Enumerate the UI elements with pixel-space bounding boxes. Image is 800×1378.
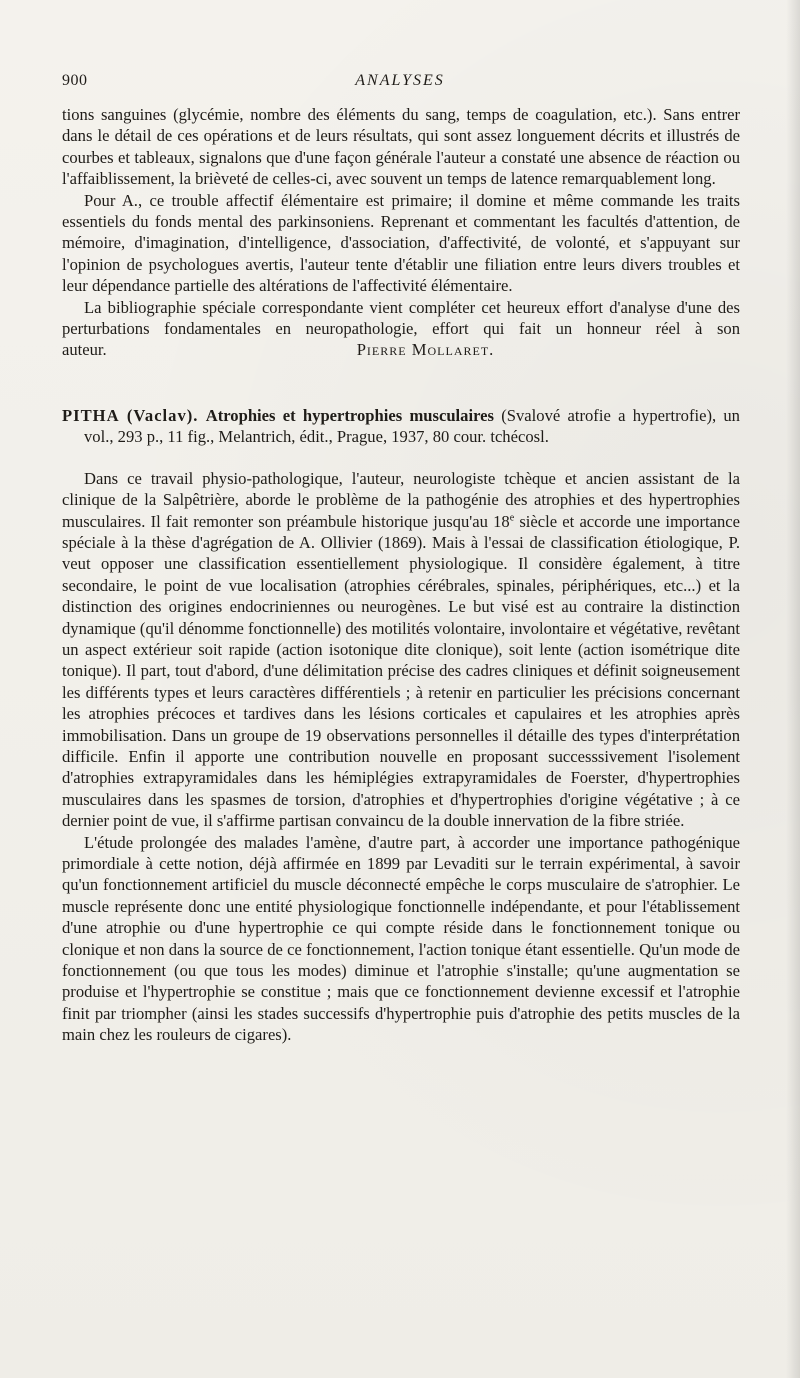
review-2-title: Atrophies et hypertrophies musculaires <box>205 405 494 425</box>
review-2-author: PITHA (Vaclav). <box>62 405 199 425</box>
review-1-paragraph-1: tions sanguines (glycémie, nombre des éléments du sang, temps de coagulation, etc.). Sans entrer dans le détail de ces opérations et de leurs résultats, qui sont assez longuement décrits et illustrés de courbes et tableaux, signalons que d'une façon générale l'auteur a constaté une absence de réaction ou l'affaiblissement, la brièveté de celles-ci, avec souvent un temps de latence remarquablement long. <box>62 105 740 189</box>
review-2-paragraph-1 <box>62 468 740 832</box>
review-2-heading <box>62 405 740 448</box>
century-superscript: e <box>509 511 515 523</box>
heading-spacer <box>62 448 740 468</box>
reviewer-signature: Pierre Mollaret. <box>356 340 495 360</box>
page-edge-shadow <box>786 0 800 1378</box>
page-number: 900 <box>62 72 88 89</box>
body-text <box>62 104 740 1046</box>
review-1-paragraph-2: Pour A., ce trouble affectif élémentaire est primaire; il domine et même commande les traits essentiels du fonds mental des parkinsoniens. Reprenant et commentant les facultés d'attention, de mémoire, d'imagination, d'intelligence, d'association, d'affectivité, de volonté, et s'appuyant sur l'opinion de psychologues avertis, l'auteur tente d'établir une filiation entre leurs divers troubles et leur dépendance partielle des altérations de l'affectivité élémentaire. <box>62 190 740 296</box>
review-1-paragraph-3 <box>62 297 740 361</box>
section-spacer <box>62 361 740 405</box>
review-2-paragraph-1-part-a: Dans ce travail physio-pathologique, l'auteur, neurologiste tchèque et ancien assistant de la clinique de la Salpêtrière, aborde le problème de la pathogénie des atrophies et des hypertrophies musculaires. Il fait remonter son préambule historique jusqu'au 18 <box>62 468 740 531</box>
page-header <box>62 72 738 96</box>
review-2-citation: (Svalové atrofie a hypertrofie), un vol., 293 p., 11 fig., Melantrich, édit., Prague, 1937, 80 cour. tchécosl. <box>84 405 740 447</box>
review-2-paragraph-1-part-b: siècle et accorde une importance spéciale à la thèse d'agrégation de A. Ollivier (1869). Mais à l'essai de classification étiologique, P. veut opposer une classification essentiellement physiologique. Il considère également, à titre secondaire, le point de vue localisation (atrophies cérébrales, spinales, périphériques, etc...) et la distinction des origines endocriniennes ou neurogènes. Le but visé est au contraire la distinction dynamique (qu'il dénomme fonctionnelle) des motilités volontaire, involontaire et végétative, revêtant un aspect extérieur soit rapide (action isotonique dite clonique), soit lente (action isométrique dite tonique). Il part, tout d'abord, d'une délimitation précise des cadres cliniques et définit soigneusement les différents types et leurs caractères différentiels ; à retenir en particulier les précisions concernant les atrophies précoces et tardives dans les lésions corticales et capulaires et les atrophies après immobilisation. Dans un groupe de 19 observations personnelles il détaille des types d'interprétation difficile. Enfin il apporte une contribution nouvelle en proposant successsivement l'isolement d'atrophies extrapyramidales dans les hémiplégies extrapyramidales de Foerster, d'hypertrophies musculaires dans les spasmes de torsion, d'atrophies et d'hypertrophies d'origine végétative ; à ce dernier point de vue, il s'affirme partisan convaincu de la double innervation de la fibre striée. <box>62 511 740 831</box>
review-2-paragraph-2: L'étude prolongée des malades l'amène, d'autre part, à accorder une importance pathogénique primordiale à cette notion, déjà affirmée en 1899 par Levaditi sur le terrain expérimental, à savoir qu'un fonctionnement artificiel du muscle déconnecté empêche le corps musculaire de s'atrophier. Le muscle représente donc une entité physiologique fonctionnelle indépendante, et pour l'établissement d'une atrophie ou d'une hypertrophie ce qui compte réside dans le fonctionnement tonique ou clonique et non dans la source de ce fonctionnement, l'action tonique étant essentielle. Qu'un mode de fonctionnement (ou que tous les modes) diminue et l'atrophie s'installe; qu'une augmentation se produise et l'hypertrophie se constitue ; mais que ce fonctionnement devienne excessif et l'atrophie finit par triompher (ainsi les stades successifs d'hypertrophie puis d'atrophie des petits muscles de la main chez les rouleurs de cigares). <box>62 832 740 1045</box>
review-1-paragraph-3-text: La bibliographie spéciale correspondante vient compléter cet heureux effort d'analyse d'une des perturbations fondamentales en neuropathologie, effort qui fait un honneur réel à son auteur. <box>62 297 740 360</box>
running-head: ANALYSES <box>355 72 445 89</box>
